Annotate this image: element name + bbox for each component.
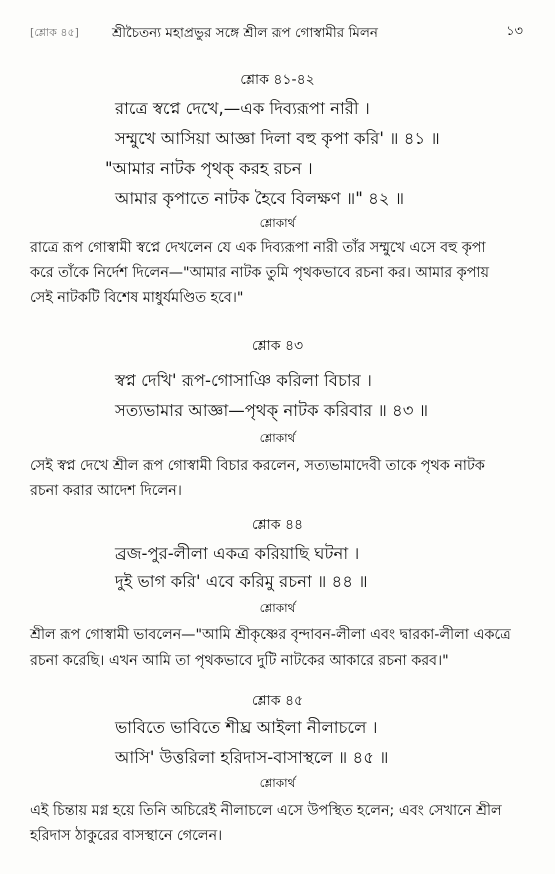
translation-line: হরিদাস ঠাকুরের বাসস্থানে গেলেন। bbox=[30, 828, 223, 844]
translation-heading: শ্লোকার্থ bbox=[259, 216, 296, 230]
verse-line: রাত্রে স্বপ্নে দেখে,—এক দিব্যরূপা নারী । bbox=[115, 99, 370, 118]
sloka-heading: শ্লোক ৪৪ bbox=[251, 517, 304, 533]
verse-line: আমার কৃপাতে নাটক হৈবে বিলক্ষণ ॥" ৪২ ॥ bbox=[115, 189, 405, 208]
verse-line: "আমার নাটক পৃথক্ করহ রচন । bbox=[105, 159, 313, 178]
verse-line: ভাবিতে ভাবিতে শীঘ্র আইলা নীলাচলে । bbox=[115, 718, 378, 737]
page-number: ১৩ bbox=[506, 24, 523, 39]
verse-line: ব্রজ-পুর-লীলা একত্র করিয়াছি ঘটনা । bbox=[115, 544, 360, 563]
verse-line: স্বপ্ন দেখি' রূপ-গোসাঞি করিলা বিচার । bbox=[115, 371, 372, 390]
sloka-heading: শ্লোক ৪৩ bbox=[251, 338, 304, 354]
running-title: শ্রীচৈতন্য মহাপ্রভুর সঙ্গে শ্রীল রূপ গোস্বামীর মিলন bbox=[112, 25, 378, 41]
verse-line: আসি' উত্তরিলা হরিদাস-বাসাস্থলে ॥ ৪৫ ॥ bbox=[115, 748, 389, 767]
verse-line: সম্মুখে আসিয়া আজ্ঞা দিলা বহু কৃপা করি' ॥ ৪১ ॥ bbox=[115, 129, 440, 148]
translation-line: শ্রীল রূপ গোস্বামী ভাবলেন—"আমি শ্রীকৃষ্ণের বৃন্দাবন-লীলা এবং দ্বারকা-লীলা একত্রে bbox=[30, 627, 511, 643]
translation-line: রচনা করার আদেশ দিলেন। bbox=[30, 483, 182, 499]
translation-heading: শ্লোকার্থ bbox=[259, 601, 296, 615]
translation-heading: শ্লোকার্থ bbox=[259, 776, 296, 790]
verse-line: সত্যভামার আজ্ঞা—পৃথক্ নাটক করিবার ॥ ৪৩ ॥ bbox=[115, 401, 429, 420]
sloka-heading: শ্লোক ৪১-৪২ bbox=[240, 72, 315, 88]
translation-line: সেই নাটকটি বিশেষ মাধুর্যমণ্ডিত হবে।" bbox=[30, 290, 244, 306]
translation-line: করে তাঁকে নির্দেশ দিলেন—"আমার নাটক তুমি পৃথকভাবে রচনা কর। আমার কৃপায় bbox=[30, 265, 489, 281]
verse-line: দুই ভাগ করি' এবে করিমু রচনা ॥ ৪৪ ॥ bbox=[115, 572, 368, 591]
translation-heading: শ্লোকার্থ bbox=[259, 431, 296, 445]
translation-line: সেই স্বপ্ন দেখে শ্রীল রূপ গোস্বামী বিচার করলেন, সত্যভামাদেবী তাকে পৃথক নাটক bbox=[30, 458, 485, 474]
translation-line: রচনা করেছি। এখন আমি তা পৃথকভাবে দুটি নাটকের আকারে রচনা করব।" bbox=[30, 653, 449, 669]
page-header bbox=[30, 22, 523, 42]
translation-line: রাত্রে রূপ গোস্বামী স্বপ্নে দেখলেন যে এক দিব্যরূপা নারী তাঁর সম্মুখে এসে বহু কৃপা bbox=[30, 240, 486, 256]
translation-line: এই চিন্তায় মগ্ন হয়ে তিনি অচিরেই নীলাচলে এসে উপস্থিত হলেন; এবং সেখানে শ্রীল bbox=[30, 803, 502, 819]
header-verse-ref: [শ্লোক ৪৫] bbox=[30, 26, 79, 39]
sloka-heading: শ্লোক ৪৫ bbox=[251, 693, 304, 709]
